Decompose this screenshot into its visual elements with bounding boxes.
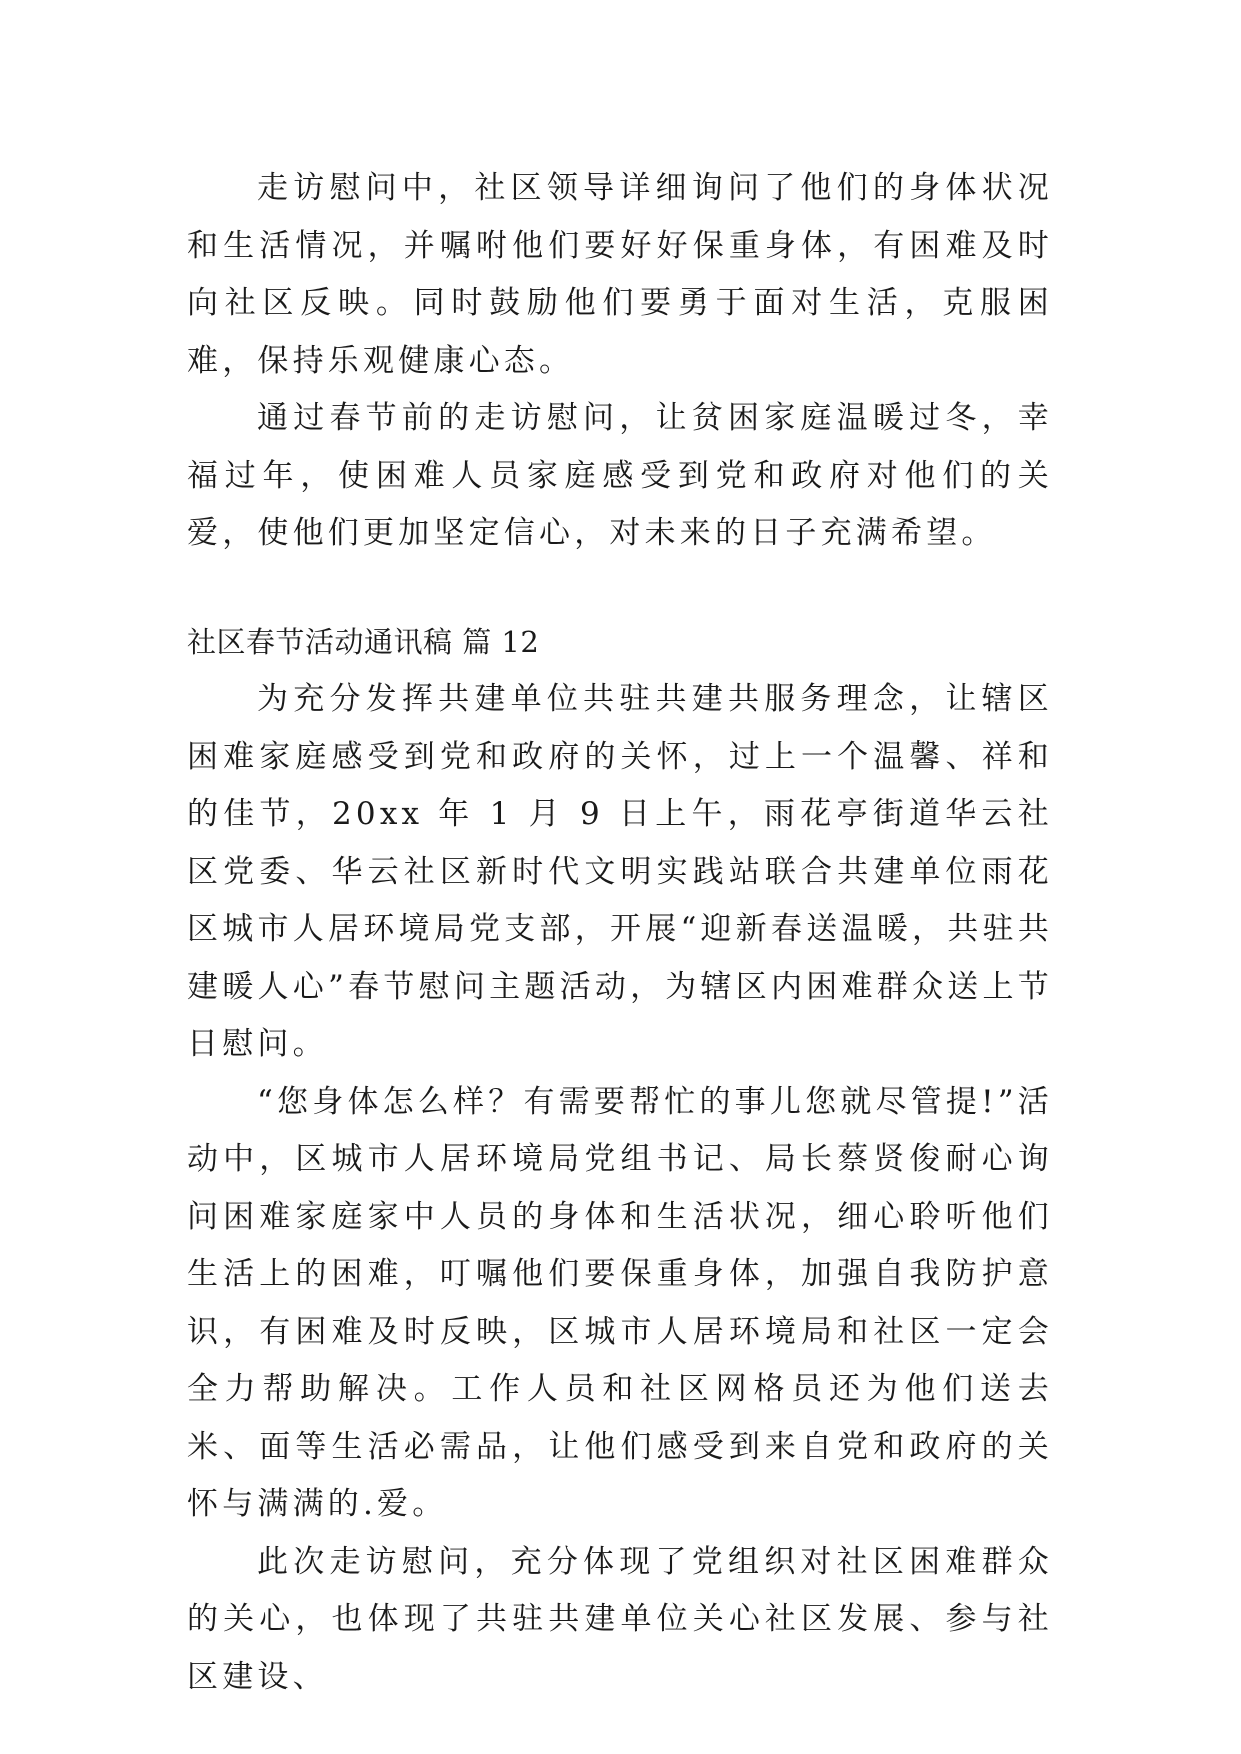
paragraph-visit-inquiry: 走访慰问中，社区领导详细询问了他们的身体状况和生活情况，并嘱咐他们要好好保重身体，有困难及时向社区反映。同时鼓励他们要勇于面对生活，克服困难，保持乐观健康心态。	[187, 170, 1053, 379]
paragraph-conclusion: 此次走访慰问，充分体现了党组织对社区困难群众的关心，也体现了共驻共建单位关心社区发展、参与社区建设、	[187, 1543, 1053, 1695]
paragraph-activity-quote: “您身体怎么样？有需要帮忙的事儿您就尽管提!”活动中，区城市人居环境局党组书记、局长蔡贤俊耐心询问困难家庭家中人员的身体和生活状况，细心聆听他们生活上的困难，叮嘱他们要保重身体，加强自我防护意识，有困难及时反映，区城市人居环境局和社区一定会全力帮助解决。工作人员和社区网格员还为他们送去米、面等生活必需品，让他们感受到来自党和政府的关怀与满满的.爱。	[187, 1083, 1053, 1522]
paragraph-spring-festival-visit: 通过春节前的走访慰问，让贫困家庭温暖过冬，幸福过年，使困难人员家庭感受到党和政府对他们的关爱，使他们更加坚定信心，对未来的日子充满希望。	[187, 400, 1053, 551]
section-spacer	[187, 563, 1053, 614]
section-heading: 社区春节活动通讯稿 篇 12	[187, 624, 540, 659]
paragraph-joint-building: 为充分发挥共建单位共驻共建共服务理念，让辖区困难家庭感受到党和政府的关怀，过上一个温馨、祥和的佳节，20xx 年 1 月 9 日上午，雨花亭街道华云社区党委、华云社区新时代文明实践站联合共建单位雨花区城市人居环境局党支部，开展“迎新春送温暖，共驻共建暖人心”春节慰问主题活动，为辖区内困难群众送上节日慰问。	[187, 681, 1053, 1062]
document-body	[187, 160, 1053, 1706]
